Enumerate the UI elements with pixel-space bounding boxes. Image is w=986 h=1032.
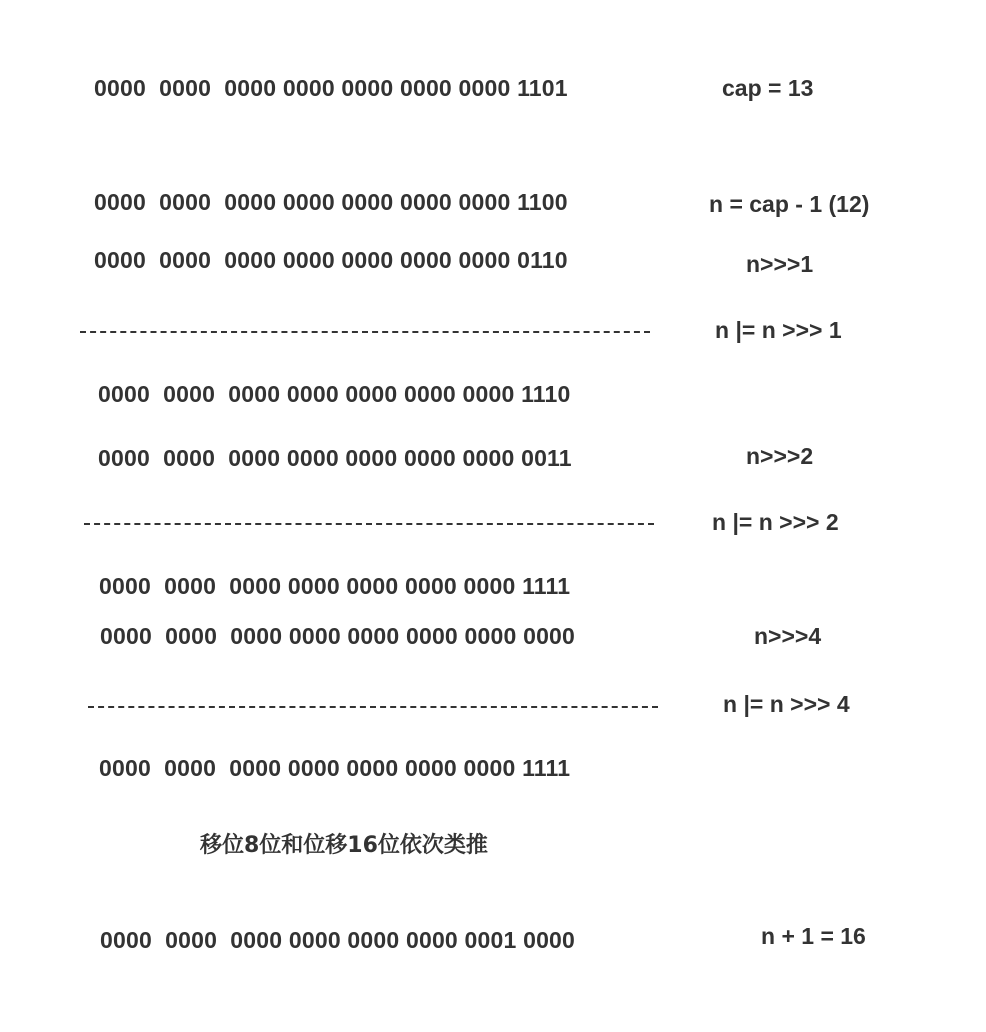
- n-label: n = cap - 1 (12): [709, 191, 870, 217]
- divider-2: [84, 523, 654, 525]
- or1-label: n |= n >>> 1: [715, 317, 842, 343]
- result-binary: 0000 0000 0000 0000 0000 0000 0001 0000: [100, 927, 576, 953]
- cap-binary: 0000 0000 0000 0000 0000 0000 0000 1101: [94, 75, 568, 101]
- cap-label: cap = 13: [722, 75, 814, 101]
- shift2-label: n>>>2: [746, 443, 814, 469]
- shift1-binary: 0000 0000 0000 0000 0000 0000 0000 0110: [94, 247, 568, 273]
- or4-label: n |= n >>> 4: [723, 691, 850, 717]
- result-label: n + 1 = 16: [761, 923, 866, 949]
- divider-1: [80, 331, 650, 333]
- n-binary: 0000 0000 0000 0000 0000 0000 0000 1100: [94, 189, 568, 215]
- or4-binary: 0000 0000 0000 0000 0000 0000 0000 1111: [99, 755, 571, 781]
- or2-binary: 0000 0000 0000 0000 0000 0000 0000 1111: [99, 573, 571, 599]
- shift4-label: n>>>4: [754, 623, 822, 649]
- note-text: 移位8位和位移16位依次类推: [200, 833, 488, 858]
- divider-3: [88, 706, 658, 708]
- or1-binary: 0000 0000 0000 0000 0000 0000 0000 1110: [98, 381, 571, 407]
- shift4-binary: 0000 0000 0000 0000 0000 0000 0000 0000: [100, 623, 576, 649]
- or2-label: n |= n >>> 2: [712, 509, 839, 535]
- shift1-label: n>>>1: [746, 251, 814, 277]
- shift2-binary: 0000 0000 0000 0000 0000 0000 0000 0011: [98, 445, 572, 471]
